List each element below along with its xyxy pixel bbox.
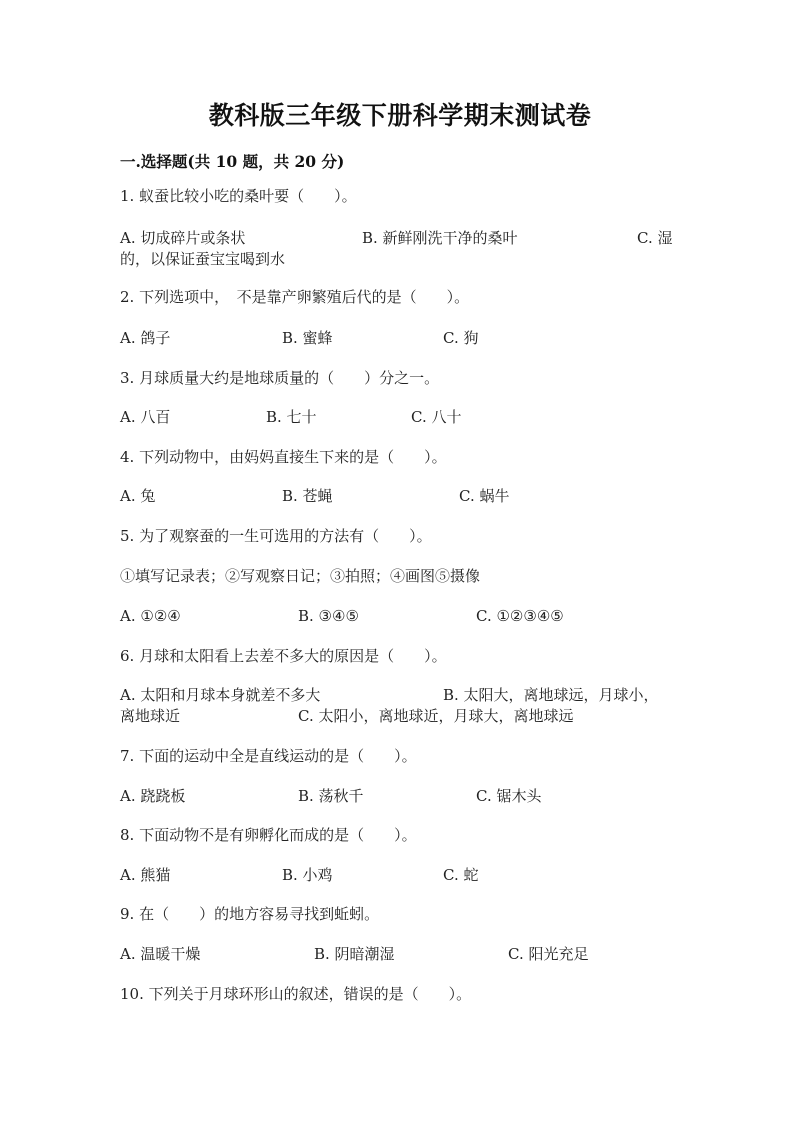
page-title: 教科版三年级下册科学期末测试卷	[208, 101, 592, 130]
question-7-option-a: A. 跷跷板	[120, 787, 186, 805]
question-1-option-c-continuation: 的，以保证蚕宝宝喝到水	[120, 250, 286, 268]
question-4-option-a: A. 兔	[120, 487, 156, 505]
question-8-option-b: B. 小鸡	[282, 866, 333, 884]
question-3-option-a: A. 八百	[120, 408, 171, 426]
question-2-option-a: A. 鸽子	[120, 329, 171, 347]
question-4-option-c: C. 蜗牛	[459, 487, 510, 505]
question-6-option-b-continuation: 离地球近	[120, 707, 181, 725]
question-3-option-c: C. 八十	[411, 408, 462, 426]
question-7-stem: 7. 下面的运动中全是直线运动的是（ ）。	[120, 747, 417, 765]
section-heading: 一.选择题(共 10 题，共 20 分)	[120, 152, 345, 171]
question-7-option-c: C. 锯木头	[476, 787, 542, 805]
question-9-option-a: A. 温暖干燥	[120, 945, 201, 963]
question-8-option-c: C. 蛇	[443, 866, 479, 884]
question-1-option-c: C. 湿	[637, 229, 673, 247]
question-2-option-c: C. 狗	[443, 329, 479, 347]
question-1-option-b: B. 新鲜刚洗干净的桑叶	[362, 229, 518, 247]
question-7-option-b: B. 荡秋千	[298, 787, 364, 805]
question-6-stem: 6. 月球和太阳看上去差不多大的原因是（ ）。	[120, 647, 447, 665]
question-4-stem: 4. 下列动物中，由妈妈直接生下来的是（ ）。	[120, 448, 447, 466]
question-2-stem: 2. 下列选项中， 不是靠产卵繁殖后代的是（ ）。	[120, 288, 470, 306]
question-8-option-a: A. 熊猫	[120, 866, 171, 884]
question-9-option-c: C. 阳光充足	[508, 945, 589, 963]
question-9-option-b: B. 阴暗潮湿	[314, 945, 395, 963]
question-10-stem: 10. 下列关于月球环形山的叙述，错误的是（ ）。	[120, 985, 472, 1003]
question-5-note: ①填写记录表；②写观察日记；③拍照；④画图⑤摄像	[120, 567, 481, 585]
question-5-stem: 5. 为了观察蚕的一生可选用的方法有（ ）。	[120, 527, 432, 545]
question-3-stem: 3. 月球质量大约是地球质量的（ ）分之一。	[120, 369, 440, 387]
question-6-option-a: A. 太阳和月球本身就差不多大	[120, 686, 321, 704]
question-6-option-b: B. 太阳大，离地球远，月球小，	[443, 686, 659, 704]
question-1-stem: 1. 蚁蚕比较小吃的桑叶要（ ）。	[120, 187, 357, 205]
question-1-option-a: A. 切成碎片或条状	[120, 229, 246, 247]
question-9-stem: 9. 在（ ）的地方容易寻找到蚯蚓。	[120, 905, 380, 923]
question-8-stem: 8. 下面动物不是有卵孵化而成的是（ ）。	[120, 826, 417, 844]
question-5-option-b: B. ③④⑤	[298, 607, 359, 625]
question-4-option-b: B. 苍蝇	[282, 487, 333, 505]
question-6-option-c: C. 太阳小，离地球近，月球大，离地球远	[298, 707, 574, 725]
question-3-option-b: B. 七十	[266, 408, 317, 426]
question-5-option-a: A. ①②④	[120, 607, 181, 625]
question-2-option-b: B. 蜜蜂	[282, 329, 333, 347]
question-5-option-c: C. ①②③④⑤	[476, 607, 564, 625]
